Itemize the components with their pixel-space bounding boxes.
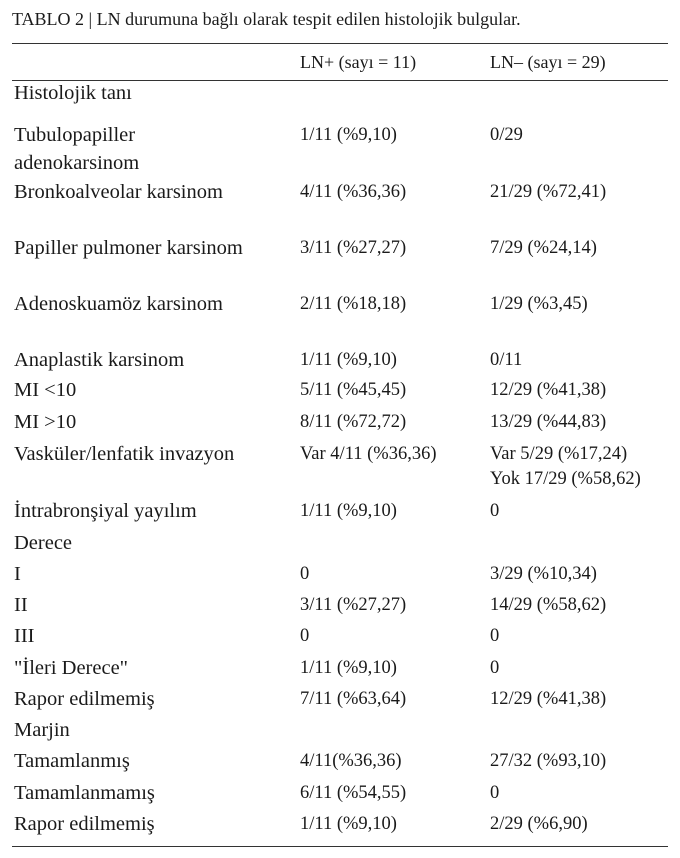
row-label: Tamamlanmamış — [14, 782, 155, 804]
cell-ln-negative: Var 5/29 (%17,24) — [490, 444, 628, 464]
cell-ln-negative: 27/32 (%93,10) — [490, 751, 607, 771]
row-label: MI >10 — [14, 411, 77, 433]
cell-ln-positive: 1/11 (%9,10) — [300, 658, 397, 678]
row-label: MI <10 — [14, 379, 77, 401]
cell-ln-positive: 3/11 (%27,27) — [300, 238, 407, 258]
cell-ln-positive: 4/11 (%36,36) — [300, 182, 407, 202]
cell-ln-positive: Var 4/11 (%36,36) — [300, 444, 437, 464]
cell-ln-positive: 1/11 (%9,10) — [300, 350, 397, 370]
cell-ln-negative: 12/29 (%41,38) — [490, 689, 607, 709]
cell-ln-positive: 1/11 (%9,10) — [300, 814, 397, 834]
cell-ln-negative: 3/29 (%10,34) — [490, 564, 597, 584]
row-label: Adenoskuamöz karsinom — [14, 293, 223, 315]
row-label: Histolojik tanı — [14, 82, 132, 104]
cell-ln-negative: 7/29 (%24,14) — [490, 238, 597, 258]
cell-ln-positive: 6/11 (%54,55) — [300, 783, 407, 803]
cell-ln-negative: 21/29 (%72,41) — [490, 182, 607, 202]
row-label: Papiller pulmoner karsinom — [14, 237, 243, 259]
cell-ln-negative: 2/29 (%6,90) — [490, 814, 588, 834]
cell-ln-positive: 1/11 (%9,10) — [300, 125, 397, 145]
row-label: I — [14, 563, 21, 585]
row-label: Tubulopapiller — [14, 124, 136, 146]
cell-ln-negative: 0/29 — [490, 125, 523, 145]
row-label: Tamamlanmış — [14, 750, 130, 772]
column-header-ln-positive: LN+ (sayı = 11) — [300, 52, 417, 72]
row-label-continued: adenokarsinom — [14, 152, 140, 174]
row-label: Vasküler/lenfatik invazyon — [14, 443, 235, 465]
table-top-rule — [12, 43, 668, 44]
cell-ln-positive: 2/11 (%18,18) — [300, 294, 407, 314]
row-label: Rapor edilmemiş — [14, 813, 155, 835]
row-label: İntrabronşiyal yayılım — [14, 500, 197, 522]
row-label: II — [14, 594, 28, 616]
row-label: Rapor edilmemiş — [14, 688, 155, 710]
column-header-ln-negative: LN– (sayı = 29) — [490, 52, 606, 72]
cell-ln-positive: 7/11 (%63,64) — [300, 689, 407, 709]
row-label: Derece — [14, 532, 73, 554]
cell-ln-negative: 12/29 (%41,38) — [490, 380, 607, 400]
cell-ln-positive: 3/11 (%27,27) — [300, 595, 407, 615]
cell-ln-positive: 4/11(%36,36) — [300, 751, 402, 771]
cell-ln-negative: 0/11 — [490, 350, 523, 370]
table-caption: TABLO 2 | LN durumuna bağlı olarak tespit edilen histolojik bulgular. — [12, 9, 521, 29]
cell-ln-positive: 0 — [300, 626, 310, 646]
cell-ln-negative: 13/29 (%44,83) — [490, 412, 607, 432]
row-label: "İleri Derece" — [14, 657, 129, 679]
cell-ln-positive: 0 — [300, 564, 310, 584]
row-label: III — [14, 625, 35, 647]
row-label: Bronkoalveolar karsinom — [14, 181, 223, 203]
table-bottom-rule — [12, 846, 668, 847]
cell-ln-negative: 14/29 (%58,62) — [490, 595, 607, 615]
cell-ln-positive: 8/11 (%72,72) — [300, 412, 407, 432]
row-label: Anaplastik karsinom — [14, 349, 185, 371]
cell-ln-negative: 0 — [490, 626, 500, 646]
cell-ln-negative: 0 — [490, 658, 500, 678]
row-label: Marjin — [14, 719, 70, 741]
cell-ln-positive: 5/11 (%45,45) — [300, 380, 407, 400]
cell-ln-negative: 0 — [490, 501, 500, 521]
cell-ln-negative: 0 — [490, 783, 500, 803]
cell-ln-negative-continued: Yok 17/29 (%58,62) — [490, 469, 641, 489]
cell-ln-negative: 1/29 (%3,45) — [490, 294, 588, 314]
cell-ln-positive: 1/11 (%9,10) — [300, 501, 397, 521]
